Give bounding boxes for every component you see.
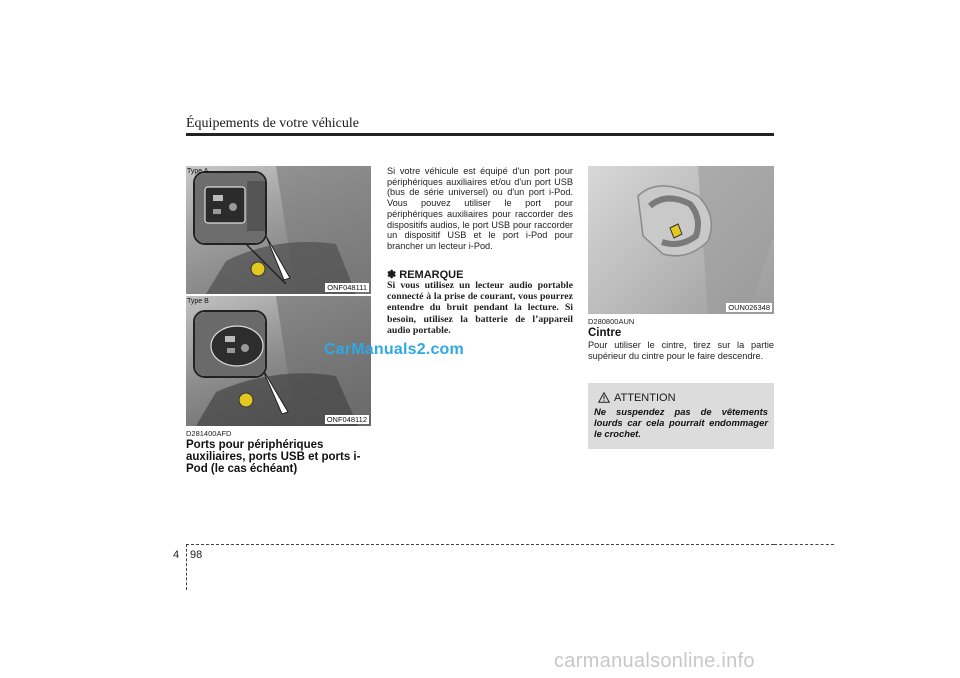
figure-code-a: ONF048111 bbox=[327, 283, 367, 292]
usb-section-title: Ports pour périphériques auxiliaires, ports USB et ports i-Pod (le cas échéant) bbox=[186, 439, 361, 475]
coat-hanger-photo bbox=[588, 166, 774, 314]
page-number: 98 bbox=[190, 549, 203, 561]
hanger-section-body: Pour utiliser le cintre, tirez sur la partie supérieur du cintre pour le faire descendre. bbox=[588, 340, 774, 361]
figure-code-hanger: OUN026348 bbox=[728, 303, 770, 312]
footer-rule-extension bbox=[774, 544, 834, 545]
footer-rule bbox=[186, 544, 774, 545]
chapter-number: 4 bbox=[173, 549, 180, 561]
figure-code-b: ONF048112 bbox=[326, 415, 367, 424]
footer-divider bbox=[186, 544, 187, 590]
usb-port-photo-type-b bbox=[186, 296, 371, 426]
warning-triangle-icon bbox=[598, 392, 610, 403]
figure-type-b-label: Type B bbox=[187, 298, 209, 305]
figure-type-a-label: Type A bbox=[187, 168, 209, 175]
hanger-illustration bbox=[588, 166, 774, 314]
usb-port-photo-type-a bbox=[186, 166, 371, 294]
remark-heading: ✽ REMARQUE bbox=[387, 269, 464, 281]
usb-port-closeup-a bbox=[193, 171, 267, 245]
hanger-section-code: D280800AUN bbox=[588, 317, 635, 326]
page-header-title: Équipements de votre véhicule bbox=[186, 116, 359, 131]
attention-body: Ne suspendez pas de vêtements lourds car cela pourrait endommager le crochet. bbox=[594, 406, 768, 439]
attention-title: ATTENTION bbox=[614, 392, 676, 404]
remark-body: Si vous utilisez un lecteur audio portable connecté à la prise de courant, vous pourrez entendre du bruit pendant la lecture. Si besoin, utilisez la batterie de l’appareil audio portable. bbox=[387, 280, 573, 336]
usb-port-closeup-b bbox=[193, 310, 267, 378]
bottom-watermark: carmanualsonline.info bbox=[554, 650, 755, 672]
site-watermark: CarManuals2.com bbox=[324, 341, 464, 358]
header-rule bbox=[186, 133, 774, 136]
hanger-section-title: Cintre bbox=[588, 327, 622, 339]
usb-section-code: D281400AFD bbox=[186, 429, 232, 438]
usb-section-body: Si votre véhicule est équipé d'un port pour périphériques auxiliaires et/ou d'un port USB (bus de série universel) ou d'un port i-Pod. Vous pouvez utiliser le port pour périphériques auxiliaires pour raccorder des dispositifs audios, le port USB pour raccorder un dispositif USB et le port i-Pod pour brancher un lecteur i-Pod. bbox=[387, 166, 573, 251]
